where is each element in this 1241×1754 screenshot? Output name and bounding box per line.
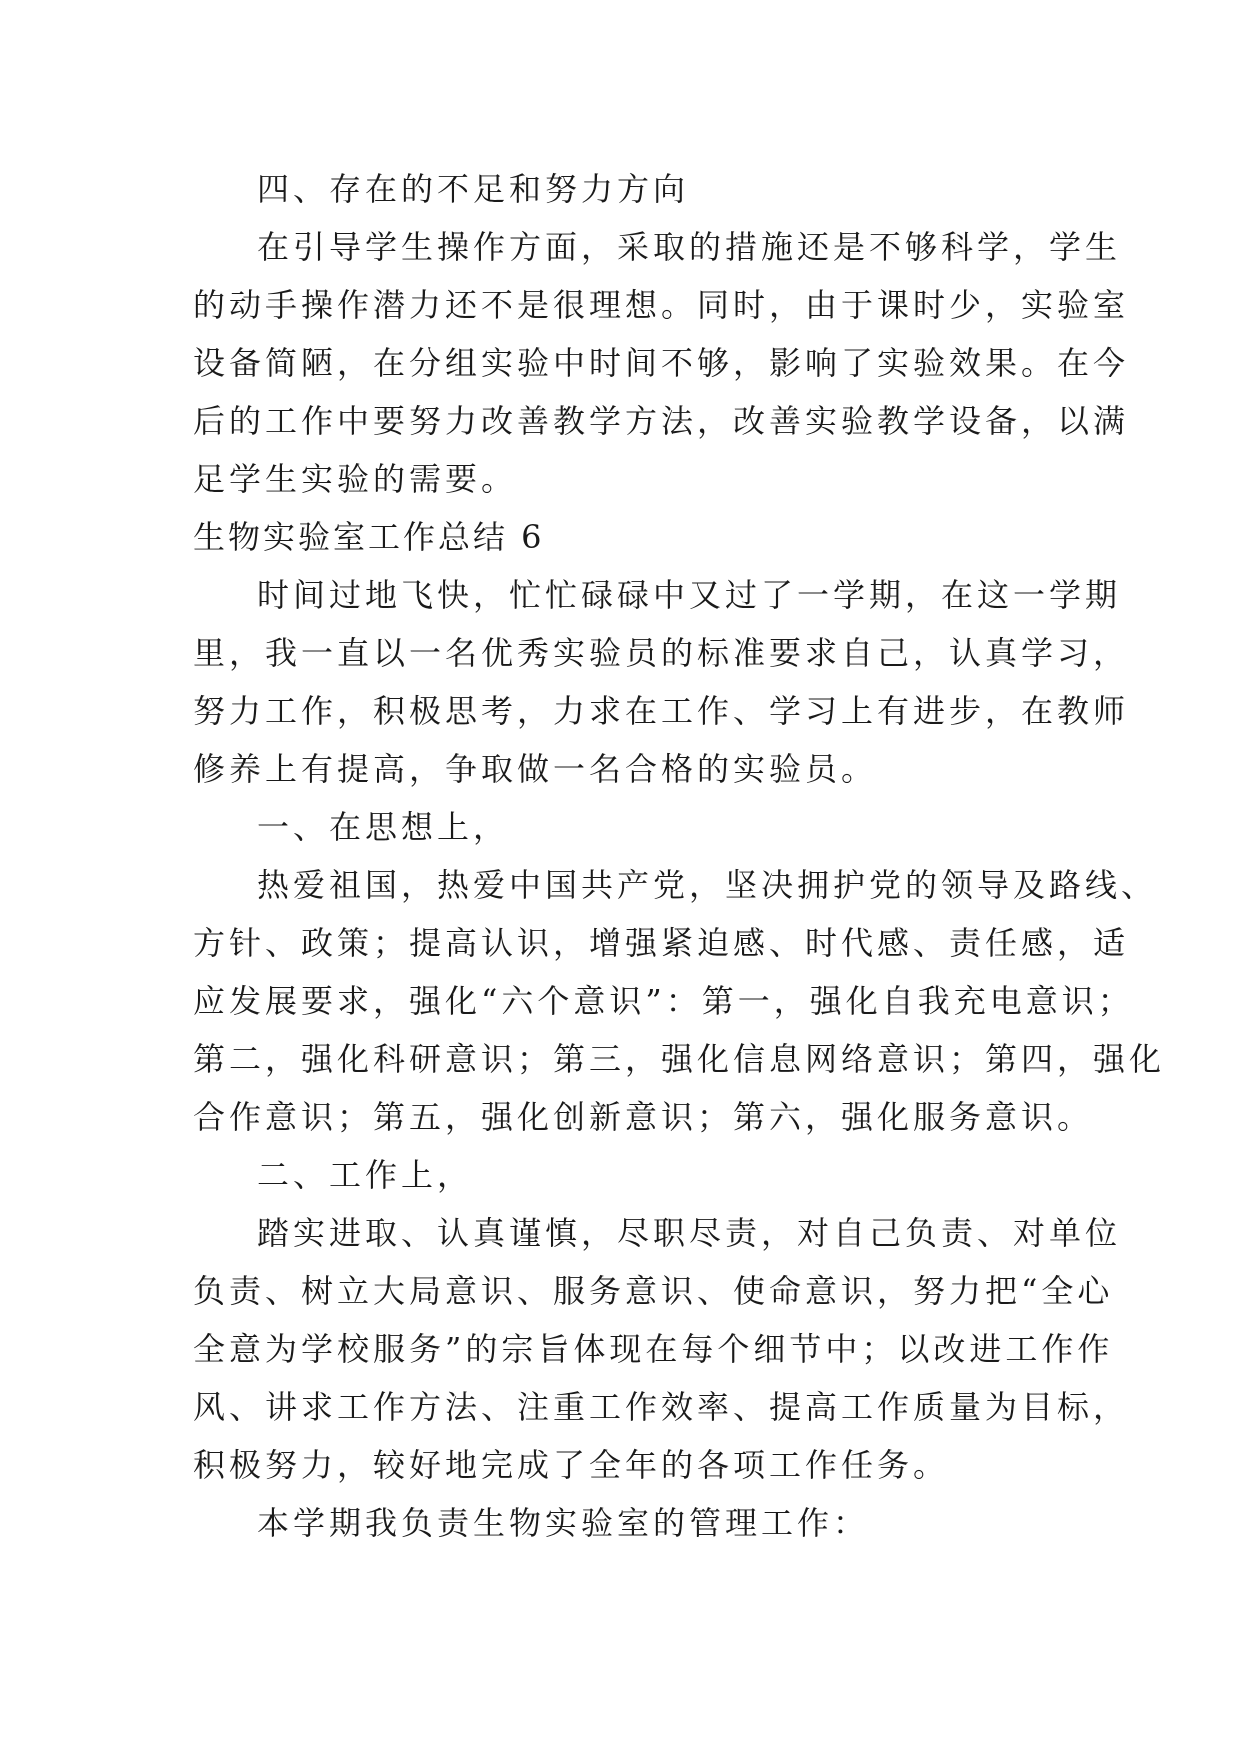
paragraph-line: 热爱祖国，热爱中国共产党，坚决拥护党的领导及路线、	[257, 866, 1158, 904]
paragraph-line: 里，我一直以一名优秀实验员的标准要求自己，认真学习，	[193, 634, 1130, 672]
paragraph-line: 时间过地飞快，忙忙碌碌中又过了一学期，在这一学期	[257, 576, 1122, 614]
paragraph-line: 设备简陋，在分组实验中时间不够，影响了实验效果。在今	[193, 344, 1130, 382]
paragraph-line: 踏实进取、认真谨慎，尽职尽责，对自己负责、对单位	[257, 1214, 1122, 1252]
paragraph-line: 第二，强化科研意识；第三，强化信息网络意识；第四，强化	[193, 1040, 1166, 1078]
paragraph-line: 应发展要求，强化“六个意识”：第一，强化自我充电意识；	[193, 982, 1134, 1020]
paragraph-line: 全意为学校服务”的宗旨体现在每个细节中；以改进工作作	[193, 1330, 1114, 1368]
paragraph-line: 积极努力，较好地完成了全年的各项工作任务。	[193, 1446, 950, 1484]
heading-deficiencies: 四、存在的不足和努力方向	[257, 170, 690, 208]
section-title: 生物实验室工作总结 6	[193, 518, 545, 556]
paragraph-line: 合作意识；第五，强化创新意识；第六，强化服务意识。	[193, 1098, 1094, 1136]
paragraph-line: 在引导学生操作方面，采取的措施还是不够科学，学生	[257, 228, 1122, 266]
paragraph-line: 的动手操作潜力还不是很理想。同时，由于课时少，实验室	[193, 286, 1130, 324]
paragraph-line: 风、讲求工作方法、注重工作效率、提高工作质量为目标，	[193, 1388, 1130, 1426]
paragraph-line: 修养上有提高，争取做一名合格的实验员。	[193, 750, 878, 788]
closing-line: 本学期我负责生物实验室的管理工作：	[257, 1504, 870, 1542]
paragraph-line: 后的工作中要努力改善教学方法，改善实验教学设备，以满	[193, 402, 1130, 440]
heading-work: 二、工作上，	[257, 1156, 474, 1194]
paragraph-line: 负责、树立大局意识、服务意识、使命意识，努力把“全心	[193, 1272, 1114, 1310]
paragraph-line: 方针、政策；提高认识，增强紧迫感、时代感、责任感，适	[193, 924, 1130, 962]
paragraph-line: 努力工作，积极思考，力求在工作、学习上有进步，在教师	[193, 692, 1130, 730]
heading-thought: 一、在思想上，	[257, 808, 510, 846]
paragraph-line: 足学生实验的需要。	[193, 460, 518, 498]
document-body	[193, 160, 1166, 1552]
